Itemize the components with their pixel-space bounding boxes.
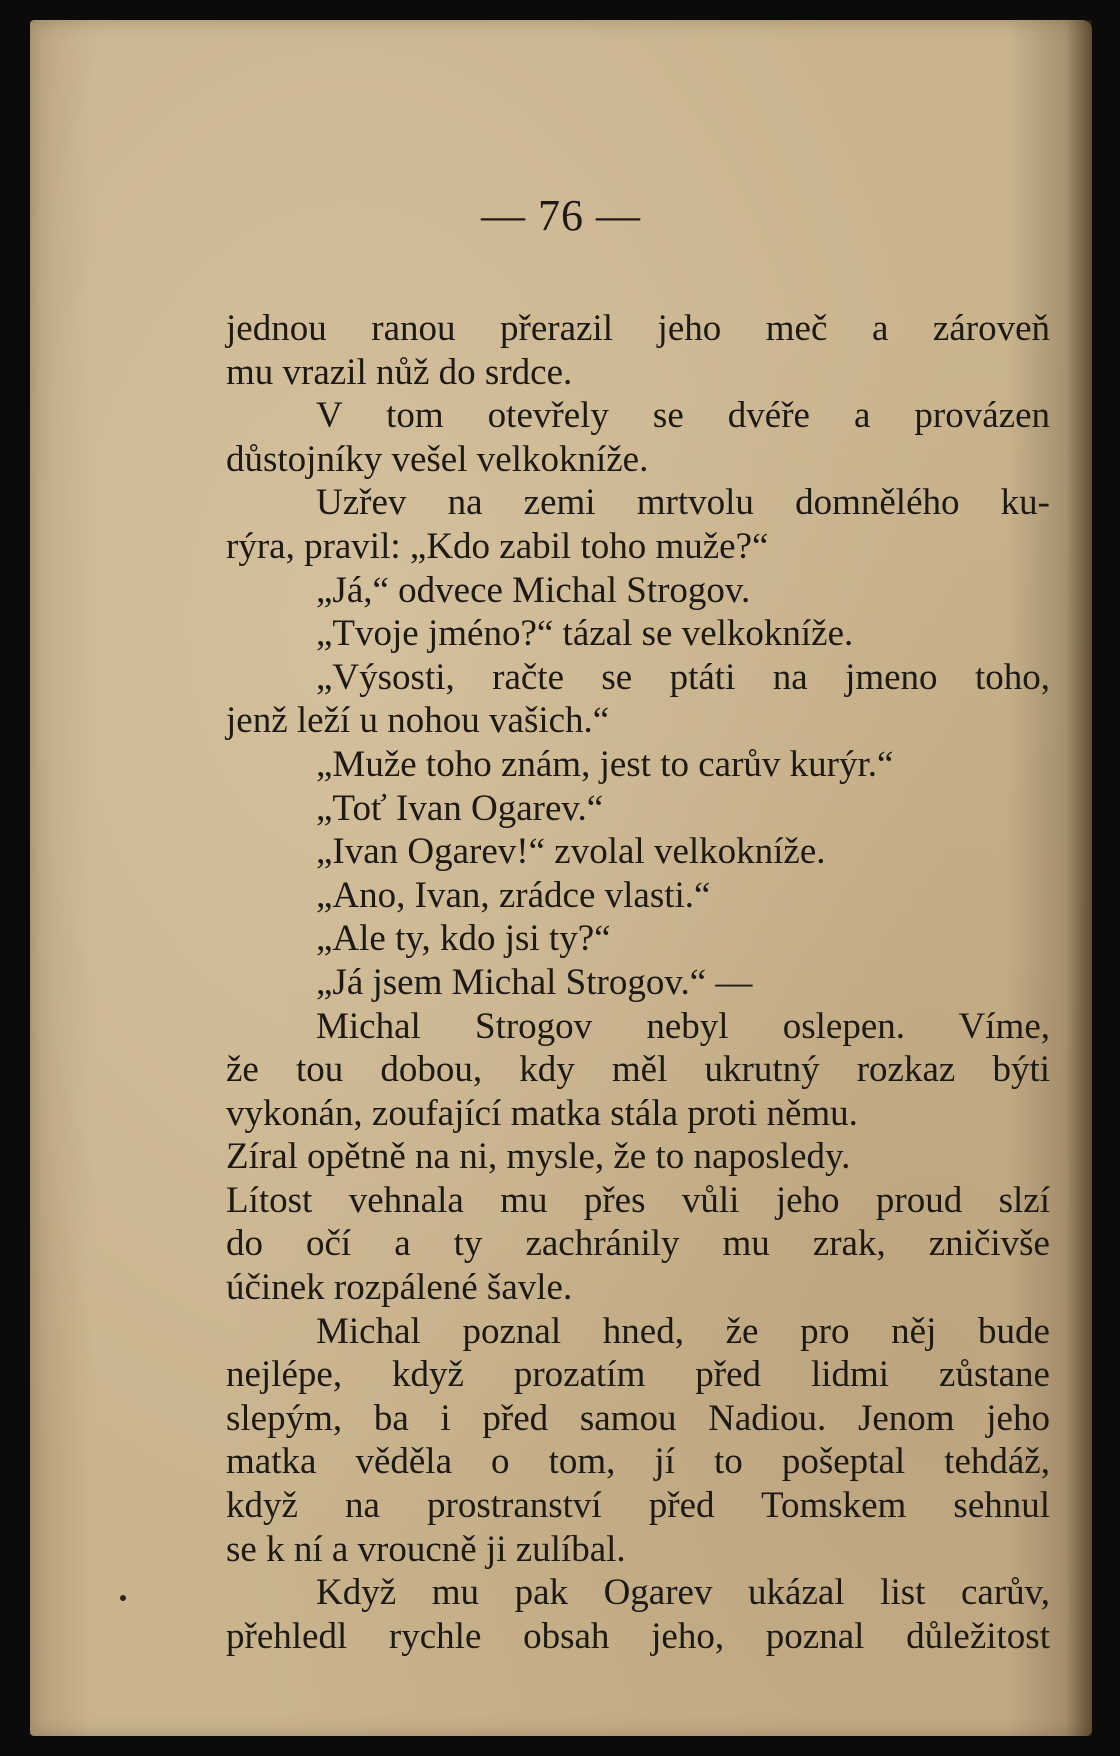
text-line: matka věděla o tom, jí to pošeptal tehdáž, — [226, 1441, 1050, 1483]
text-line: „Já,“ odvece Michal Strogov. — [316, 569, 751, 611]
text-line: rýra, pravil: „Kdo zabil toho muže?“ — [226, 525, 769, 567]
text-line: „Toť Ivan Ogarev.“ — [316, 787, 604, 829]
text-line: Michal poznal hned, že pro něj bude — [316, 1310, 1050, 1352]
page-number: — 76 — — [481, 191, 641, 240]
text-line: vykonán, zoufající matka stála proti němu. — [226, 1092, 858, 1134]
text-line: „Ale ty, kdo jsi ty?“ — [316, 918, 611, 960]
text-line: se k ní a vroucně ji zulíbal. — [226, 1528, 626, 1570]
text-line: „Já jsem Michal Strogov.“ — — [316, 961, 753, 1003]
text-line: „Muže toho znám, jest to carův kurýr.“ — [316, 743, 894, 785]
text-line: že tou dobou, kdy měl ukrutný rozkaz býti — [226, 1049, 1051, 1091]
text-line: „Ivan Ogarev!“ zvolal velkokníže. — [316, 831, 826, 873]
ink-speck — [120, 1595, 126, 1601]
page-edge-shadow — [1066, 20, 1092, 1736]
text-line: nejlépe, když prozatím před lidmi zůstane — [226, 1354, 1050, 1396]
text-line: Michal Strogov nebyl oslepen. Víme, — [316, 1005, 1051, 1047]
text-line: když na prostranství před Tomskem sehnul — [226, 1485, 1051, 1527]
page-text — [226, 307, 1050, 1658]
text-line: Zíral opětně na ni, mysle, že to naposledy. — [226, 1136, 851, 1178]
text-line: důstojníky vešel velkokníže. — [226, 438, 649, 480]
text-line: jenž leží u nohou vašich.“ — [226, 700, 610, 742]
text-line: přehledl rychle obsah jeho, poznal důležitost — [226, 1615, 1050, 1657]
text-line: Když mu pak Ogarev ukázal list carův, — [316, 1572, 1051, 1614]
text-line: „Výsosti, račte se ptáti na jmeno toho, — [316, 656, 1050, 698]
text-line: slepým, ba i před samou Nadiou. Jenom jeho — [226, 1397, 1050, 1439]
text-line: „Ano, Ivan, zrádce vlasti.“ — [316, 874, 711, 916]
text-line: jednou ranou přerazil jeho meč a zároveň — [226, 308, 1050, 349]
text-line: Lítost vehnala mu přes vůli jeho proud slzí — [226, 1179, 1051, 1221]
text-line: do očí a ty zachránily mu zrak, zničivše — [226, 1223, 1050, 1265]
text-line: mu vrazil nůž do srdce. — [226, 351, 573, 393]
book-page — [30, 20, 1092, 1736]
text-line: účinek rozpálené šavle. — [226, 1267, 573, 1309]
text-line: Uzřev na zemi mrtvolu domnělého ku- — [316, 482, 1050, 524]
text-line: „Tvoje jméno?“ tázal se velkokníže. — [316, 613, 854, 655]
text-line: V tom otevřely se dvéře a provázen — [316, 395, 1051, 437]
